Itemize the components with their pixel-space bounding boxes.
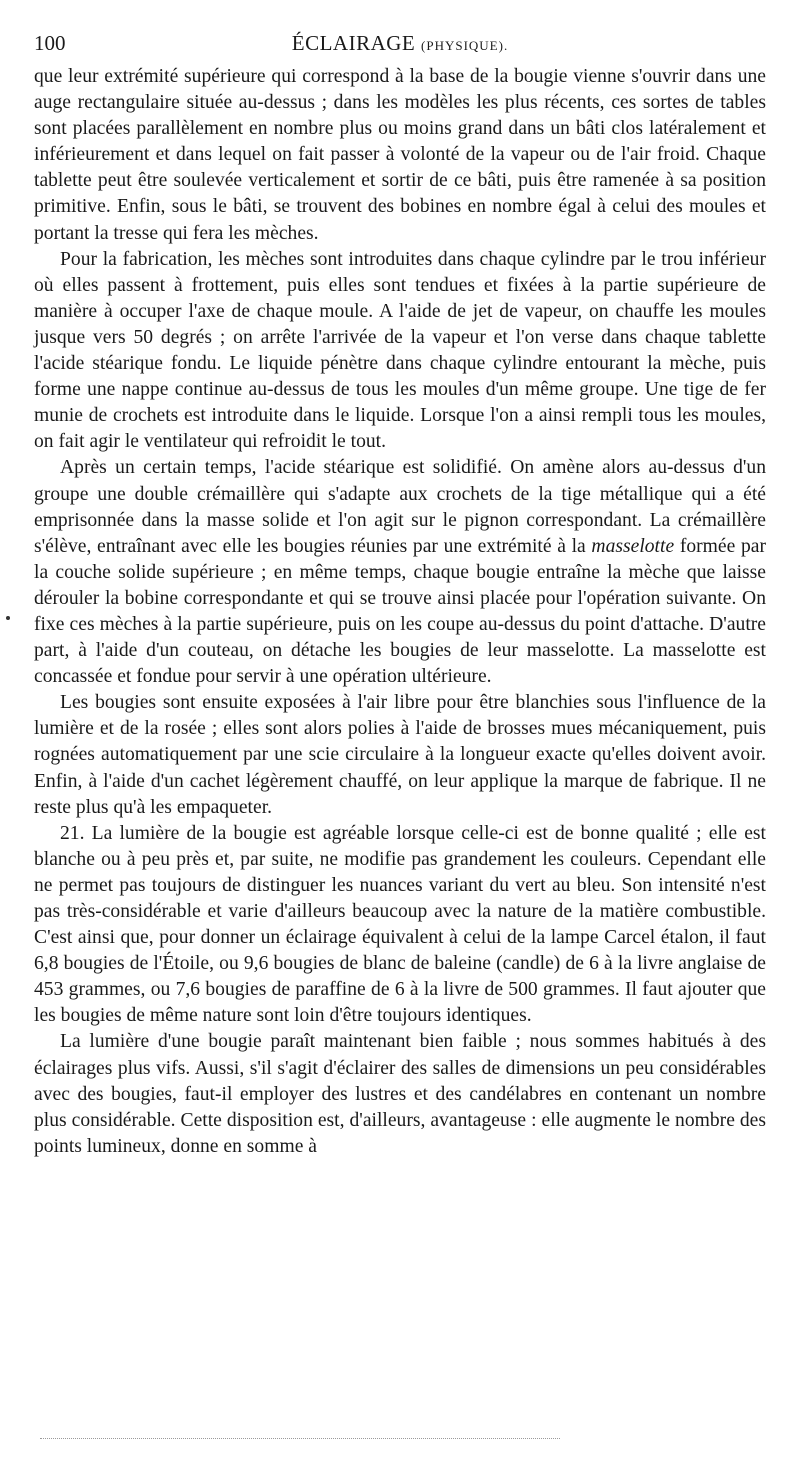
- paragraph-1: que leur extrémité supérieure qui correspond à la base de la bougie vienne s'ouvrir dans une auge rectangulaire située au-dessus ; dans les modèles les plus récents, ces sortes de tables sont placées parallèlement en nombre plus ou moins grand dans un bâti clos latéralement et inférieurement et dans lequel on fait passer à volonté de la vapeur ou de l'air froid. Chaque tablette peut être soulevée verticalement et sortir de ce bâti, puis être ramenée à sa position primitive. Enfin, sous le bâti, se trouvent des bobines en nombre égal à celui des moules et portant la tresse qui fera les mèches.: [34, 66, 766, 244]
- page-number: 100: [34, 31, 66, 55]
- running-title-main: ÉCLAIRAGE: [291, 31, 416, 55]
- paragraph-6: La lumière d'une bougie paraît maintenant bien faible ; nous sommes habitués à des éclairages plus vifs. Aussi, s'il s'agit d'éclairer des salles de dimensions un peu considérables avec des bougies, faut-il employer des lustres et des candélabres en contenant un nombre plus considérable. Cette disposition est, d'ailleurs, avantageuse : elle augmente le nombre des points lumineux, donne en somme à: [34, 1031, 766, 1157]
- italic-term-masselotte: masselotte: [591, 535, 675, 557]
- book-page: [34, 28, 766, 1160]
- body-text: [34, 64, 766, 1160]
- margin-speck: [6, 616, 10, 620]
- paragraph-3: [34, 455, 766, 690]
- running-title-sub: (PHYSIQUE).: [421, 38, 509, 53]
- footer-dotted-rule: [40, 1438, 560, 1441]
- running-title: [34, 28, 766, 61]
- paragraph-2: Pour la fabrication, les mèches sont introduites dans chaque cylindre par le trou inférieur où elles passent à frottement, puis elles sont tendues et fixées à la partie supérieure de manière à occuper l'axe de chaque moule. A l'aide de jet de vapeur, on chauffe les moules jusque vers 50 degrés ; on arrête l'arrivée de la vapeur et l'on verse dans chaque tablette l'acide stéarique fondu. Le liquide pénètre dans chaque cylindre entourant la mèche, puis forme une nappe continue au-dessus de tous les moules d'un même groupe. Une tige de fer munie de crochets est introduite dans le liquide. Lorsque l'on a ainsi rempli tous les moules, on fait agir le ventilateur qui refroidit le tout.: [34, 248, 766, 453]
- paragraph-3-part-2: formée par la couche solide supérieure ; en même temps, chaque bougie entraîne la mèche que laisse dérouler la bobine correspondante et qui se trouve ainsi placée pour l'opération suivante. On fixe ces mèches à la partie supérieure, puis on les coupe au-dessus du point d'attache. D'autre part, à l'aide d'un couteau, on détache les bougies de leur masselotte. La masselotte est concassée et fondue pour servir à une opération ultérieure.: [34, 535, 766, 688]
- paragraph-3-part-1: Après un certain temps, l'acide stéarique est solidifié. On amène alors au-dessus d'un groupe une double crémaillère qui s'adapte aux crochets de la tige métallique qui a été emprisonnée dans la masse solide et l'on agit sur le pignon correspondant. La crémaillère s'élève, entraînant avec elle les bougies réunies par une extrémité à la: [34, 457, 766, 557]
- running-head: [34, 28, 766, 58]
- paragraph-5: 21. La lumière de la bougie est agréable lorsque celle-ci est de bonne qualité ; elle est blanche ou à peu près et, par suite, ne modifie pas grandement les couleurs. Cependant elle ne permet pas toujours de distinguer les nuances variant du vert au bleu. Son intensité n'est pas très-considérable et varie d'ailleurs beaucoup avec la nature de la matière combustible. C'est ainsi que, pour donner un éclairage équivalent à celui de la lampe Carcel étalon, il faut 6,8 bougies de l'Étoile, ou 9,6 bougies de blanc de baleine (candle) de 6 à la livre anglaise de 453 grammes, ou 7,6 bougies de paraffine de 6 à la livre de 500 grammes. Il faut ajouter que les bougies de même nature sont loin d'être toujours identiques.: [34, 822, 766, 1027]
- paragraph-4: Les bougies sont ensuite exposées à l'air libre pour être blanchies sous l'influence de la lumière et de la rosée ; elles sont alors polies à l'aide de brosses mues mécaniquement, puis rognées automatiquement par une scie circulaire à la longueur exacte qu'elles doivent avoir. Enfin, à l'aide d'un cachet légèrement chauffé, on leur applique la marque de fabrique. Il ne reste plus qu'à les empaqueter.: [34, 692, 766, 818]
